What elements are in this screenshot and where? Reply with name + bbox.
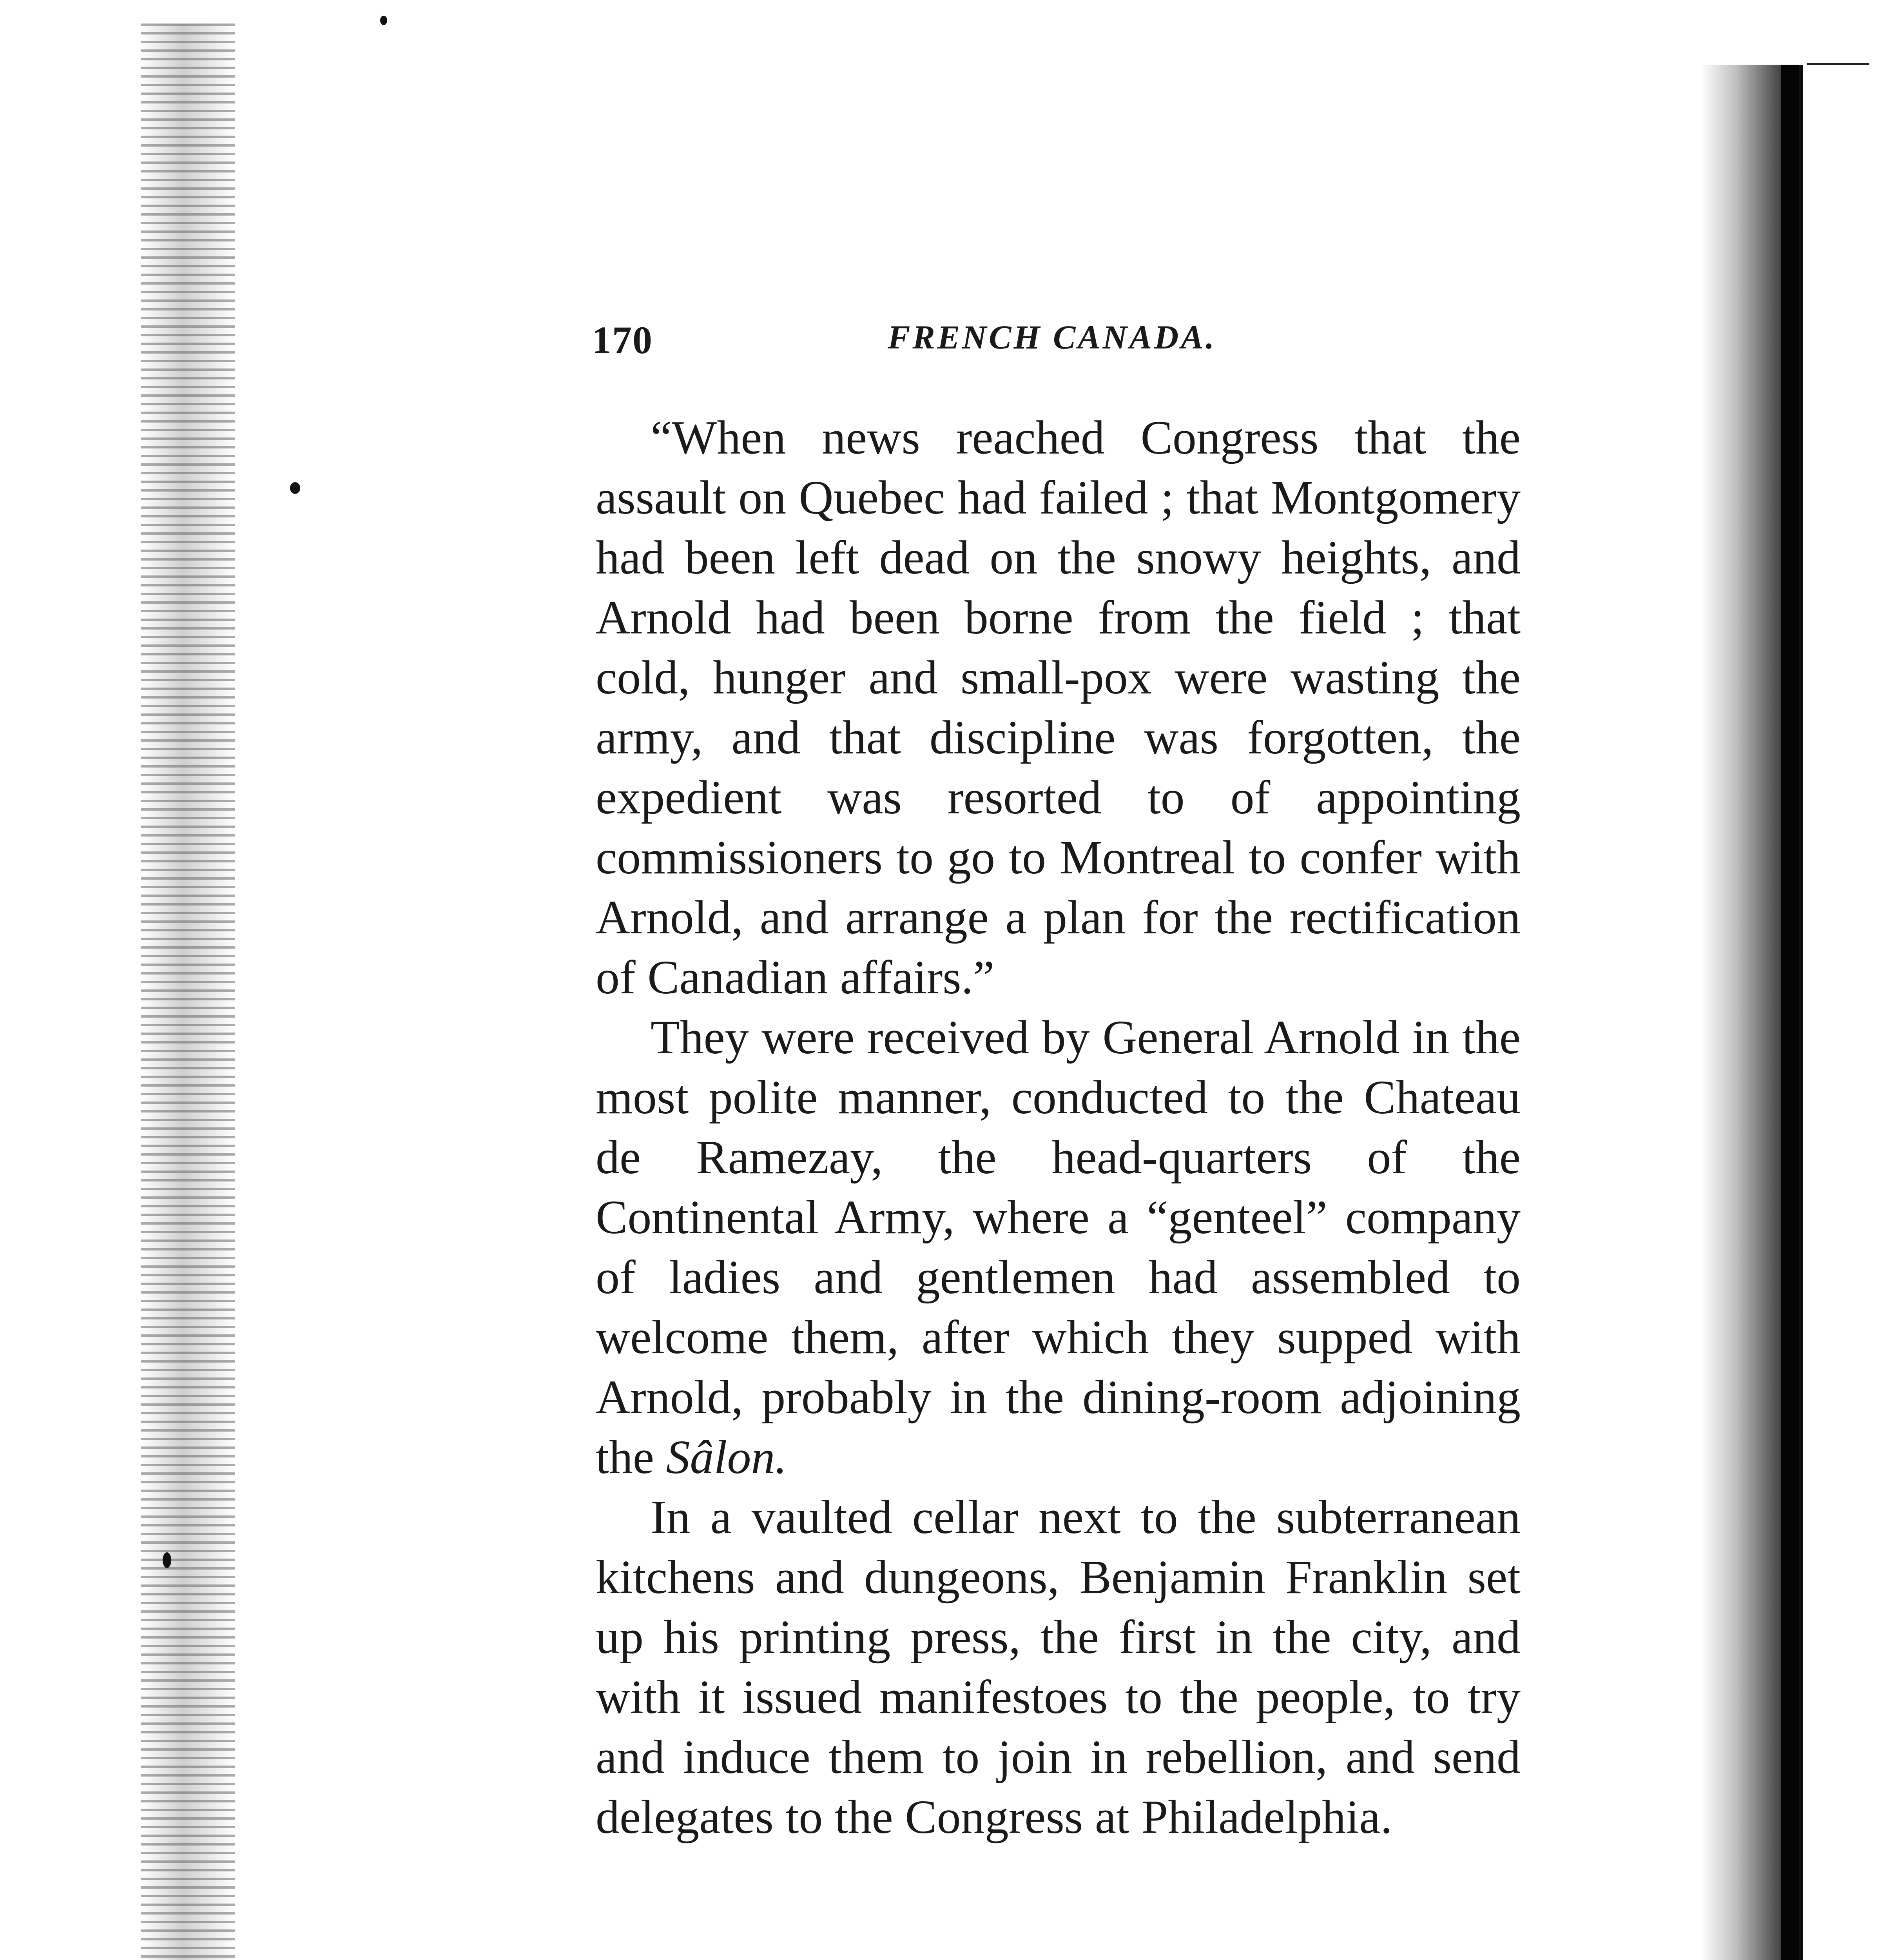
running-title: FRENCH CANADA. [888, 318, 1217, 356]
salon-italic: Sâlon. [666, 1431, 787, 1484]
paragraph-reception [596, 1007, 1521, 1487]
scan-speck [290, 482, 300, 494]
scan-speck [163, 1552, 171, 1568]
scan-corner-mark [1807, 63, 1869, 65]
page-number: 170 [592, 318, 653, 362]
scan-speck [380, 16, 387, 25]
scan-left-edge-shadow [141, 24, 235, 1960]
paragraph-reception-text: They were received by General Arnold in the most polite manner, conducted to the Chateau de Ramezay, the head-quarters of the Continental Army, where a “genteel” company of ladies and gentlemen had assembled to welcome them, after which they supped with Arnold, probably in the dining-room adjoining the [596, 1011, 1521, 1484]
paragraph-printing-press: In a vaulted cellar next to the subterranean kitchens and dungeons, Benjamin Franklin set up his printing press, the first in the city, and with it issued manifestoes to the people, to try and induce them to join in rebellion, and send delegates to the Congress at Philadelphia. [596, 1491, 1521, 1844]
paragraph-quote: “When news reached Congress that the assault on Quebec had failed ; that Montgomery had been left dead on the snowy heights, and Arnold had been borne from the field ; that cold, hunger and small-pox were wasting the army, and that discipline was forgotten, the expedient was resorted to of appointing commissioners to go to Montreal to confer with Arnold, and arrange a plan for the rectification of Canadian affairs.” [596, 411, 1521, 1004]
running-head [592, 318, 1524, 368]
body-text [596, 408, 1521, 1847]
scan-right-edge-bar [1781, 65, 1799, 1960]
